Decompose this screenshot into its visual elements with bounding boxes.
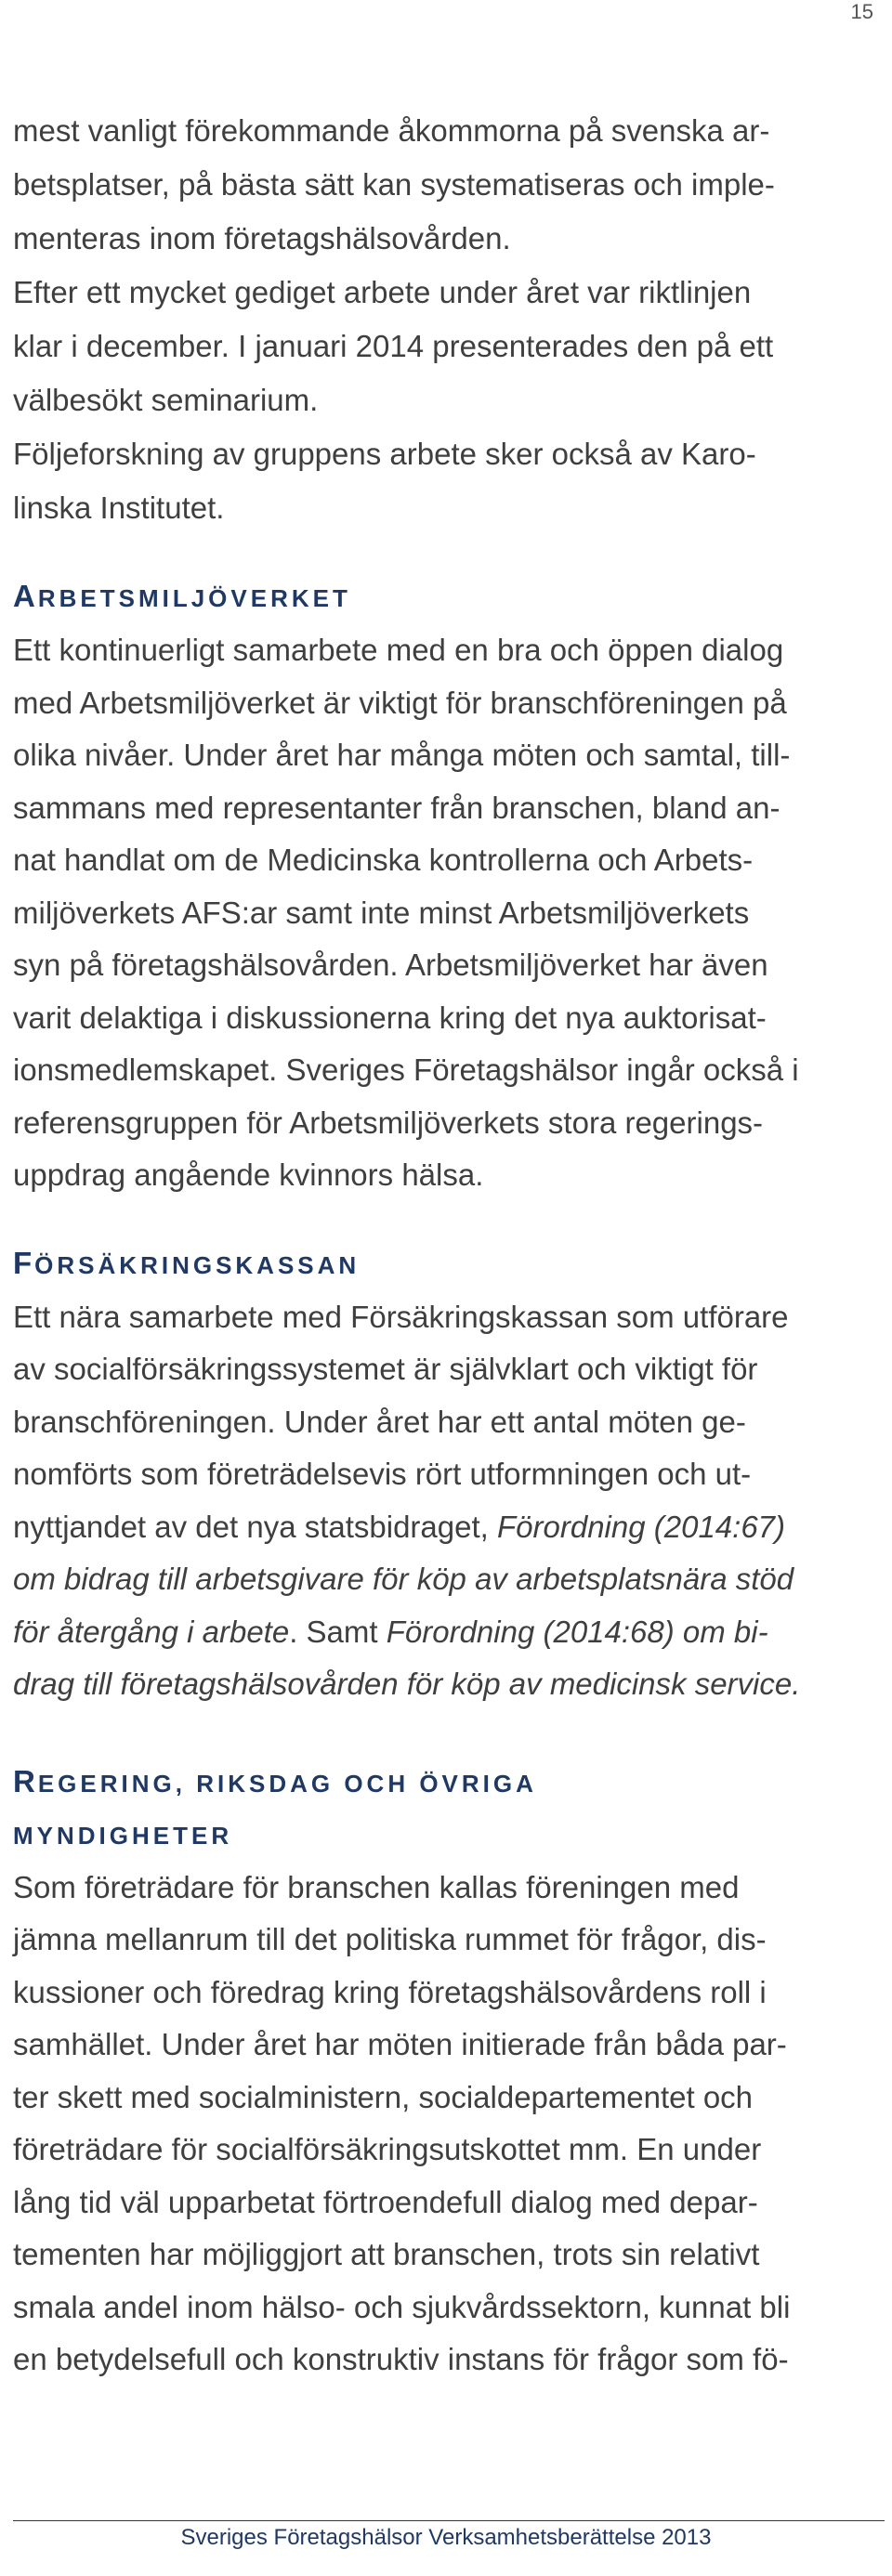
text-line: miljöverkets AFS:ar samt inte minst Arbetsmiljöverkets <box>13 895 750 930</box>
italic-reference: drag till företagshälsovården för köp av medicinsk service. <box>13 1667 801 1701</box>
heading-rest: ÖRSÄKRINGSKASSAN <box>34 1250 361 1279</box>
text-line: av socialförsäkringssystemet är självklart och viktigt för <box>13 1352 758 1386</box>
text-line: Följeforskning av gruppens arbete sker också av Karo- <box>13 437 756 471</box>
italic-reference: Förordning (2014:67) <box>497 1509 786 1544</box>
page-number: 15 <box>850 0 873 23</box>
italic-reference: Förordning (2014:68) om bi- <box>386 1614 768 1649</box>
text-line: varit delaktiga i diskussionerna kring det nya auktorisat- <box>13 1000 767 1035</box>
text-line <box>13 1658 875 1711</box>
heading-initial: A <box>13 579 38 613</box>
heading-line: MYNDIGHETER <box>13 1821 233 1850</box>
text-line: välbesökt seminarium. <box>13 383 319 417</box>
section-heading-forsakringskassan <box>13 1237 875 1291</box>
text-line: smala andel inom hälso- och sjukvårdssektorn, kunnat bli <box>13 2289 791 2324</box>
page-footer: Sveriges Företagshälsor Verksamhetsberättelse 2013 <box>180 2525 712 2550</box>
text-line: lång tid väl upparbetat förtroendefull dialog med depar- <box>13 2184 758 2219</box>
section-body-arbetsmiljoverket <box>13 624 875 1202</box>
text-run: . Samt <box>289 1614 387 1649</box>
text-line: ter skett med socialministern, socialdepartementet och <box>13 2079 754 2114</box>
text-line: kussioner och föredrag kring företagshälsovårdens roll i <box>13 1974 767 2009</box>
text-line <box>13 1606 875 1659</box>
italic-reference: om bidrag till arbetsgivare för köp av arbetsplatsnära stöd <box>13 1562 794 1596</box>
text-line: Ett nära samarbete med Försäkringskassan som utförare <box>13 1299 789 1334</box>
text-line: Som företrädare för branschen kallas föreningen med <box>13 1869 740 1904</box>
italic-reference: för återgång i arbete <box>13 1614 290 1649</box>
page-body <box>13 104 875 2386</box>
text-line: syn på företagshälsovården. Arbetsmiljöverket har även <box>13 948 768 982</box>
text-line: olika nivåer. Under året har många möten och samtal, till- <box>13 738 791 772</box>
section-heading-arbetsmiljoverket <box>13 570 875 624</box>
text-line: jämna mellanrum till det politiska rummet för frågor, dis- <box>13 1922 767 1956</box>
section-body-forsakringskassan <box>13 1291 875 1711</box>
heading-initial: R <box>13 1763 38 1798</box>
text-line: företrädare för socialförsäkringsutskottet mm. En under <box>13 2132 762 2166</box>
text-line: branschföreningen. Under året har ett antal möten ge- <box>13 1404 746 1439</box>
text-line: ionsmedlemskapet. Sveriges Företagshälsor ingår också i <box>13 1053 799 1087</box>
section-heading-regering <box>13 1756 875 1862</box>
section-body-regering <box>13 1862 875 2386</box>
footer-divider <box>13 2520 885 2521</box>
text-line: klar i december. I januari 2014 presenterades den på ett <box>13 329 774 363</box>
text-line <box>13 1501 875 1554</box>
heading-rest: EGERING, RIKSDAG OCH ÖVRIGA <box>37 1769 537 1798</box>
text-line: samhället. Under året har möten initierade från båda par- <box>13 2027 787 2061</box>
heading-initial: F <box>13 1245 35 1280</box>
text-line: tementen har möjliggjort att branschen, trots sin relativt <box>13 2237 760 2271</box>
text-line: nomförts som företrädelsevis rört utformningen och ut- <box>13 1457 752 1491</box>
text-line: betsplatser, på bästa sätt kan systematiseras och imple- <box>13 167 775 202</box>
text-line: uppdrag angående kvinnors hälsa. <box>13 1157 484 1192</box>
text-line: linska Institutet. <box>13 490 225 525</box>
heading-line <box>13 1756 875 1810</box>
text-line <box>13 1553 875 1606</box>
text-line: Ett kontinuerligt samarbete med en bra och öppen dialog <box>13 633 784 667</box>
text-line: sammans med representanter från branschen, bland an- <box>13 790 780 825</box>
text-line: en betydelsefull och konstruktiv instans för frågor som fö- <box>13 2342 789 2376</box>
text-line: mest vanligt förekommande åkommorna på svenska ar- <box>13 113 770 148</box>
heading-rest: RBETSMILJÖVERKET <box>37 584 351 612</box>
text-run: nyttjandet av det nya statsbidraget, <box>13 1509 497 1544</box>
intro-paragraph <box>13 104 875 535</box>
text-line: med Arbetsmiljöverket är viktigt för branschföreningen på <box>13 685 787 720</box>
text-line: nat handlat om de Medicinska kontrollerna och Arbets- <box>13 843 754 877</box>
text-line: menteras inom företagshälsovården. <box>13 221 511 255</box>
text-line: Efter ett mycket gediget arbete under året var riktlinjen <box>13 275 752 309</box>
text-line: referensgruppen för Arbetsmiljöverkets stora regerings- <box>13 1105 764 1140</box>
